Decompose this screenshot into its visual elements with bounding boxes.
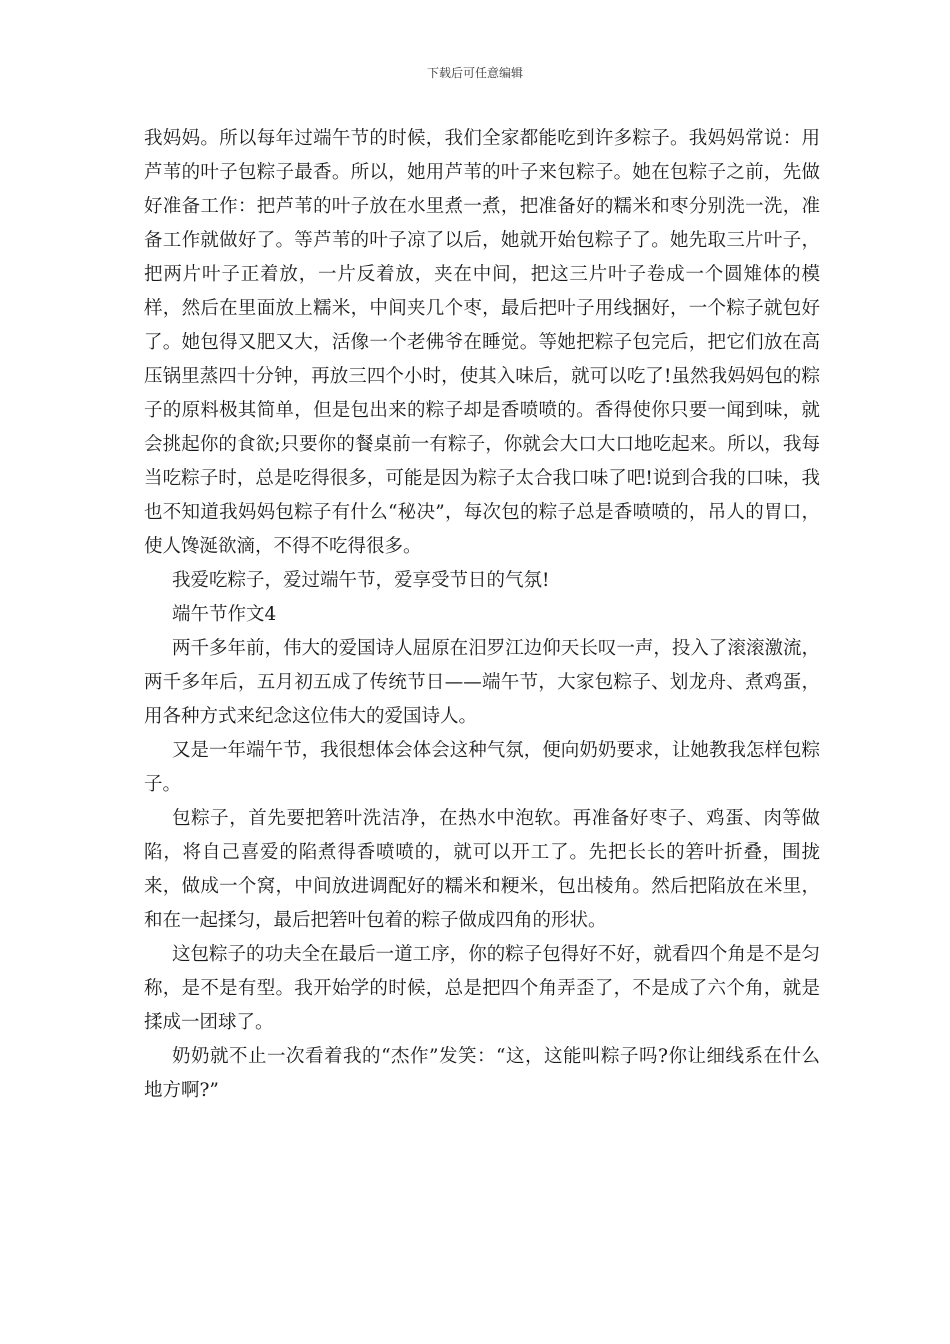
paragraph-7: 奶奶就不止一次看着我的“杰作”发笑：“这，这能叫粽子吗?你让细线系在什么地方啊?” <box>144 1046 820 1101</box>
paragraph-1: 我妈妈。所以每年过端午节的时候，我们全家都能吃到许多粽子。我妈妈常说：用芦苇的叶子包粽子最香。所以，她用芦苇的叶子来包粽子。她在包粽子之前，先做好准备工作：把芦苇的叶子放在水里煮一煮，把准备好的糯米和枣分别洗一洗，准备工作就做好了。等芦苇的叶子凉了以后，她就开始包粽子了。她先取三片叶子，把两片叶子正着放，一片反着放，夹在中间，把这三片叶子卷成一个圆雉体的模样，然后在里面放上糯米，中间夹几个枣，最后把叶子用线捆好，一个粽子就包好了。她包得又肥又大，活像一个老佛爷在睡觉。等她把粽子包完后，把它们放在高压锅里蒸四十分钟，再放三四个小时，使其入味后，就可以吃了!虽然我妈妈包的粽子的原料极其简单，但是包出来的粽子却是香喷喷的。香得使你只要一闻到味，就会挑起你的食欲;只要你的餐桌前一有粽子，你就会大口大口地吃起来。所以，我每当吃粽子时，总是吃得很多，可能是因为粽子太合我口味了吧!说到合我的口味，我也不知道我妈妈包粽子有什么“秘决”，每次包的粽子总是香喷喷的，吊人的胃口，使人馋涎欲滴，不得不吃得很多。 <box>144 128 820 557</box>
paragraph-5: 包粽子，首先要把箬叶洗洁净，在热水中泡软。再准备好枣子、鸡蛋、肉等做陷，将自己喜爱的陷煮得香喷喷的，就可以开工了。先把长长的箬叶折叠，围拢来，做成一个窝，中间放进调配好的糯米和粳米，包出棱角。然后把陷放在米里，和在一起揉匀，最后把箬叶包着的粽子做成四角的形状。 <box>144 808 820 931</box>
page-header: 下载后可任意编辑 <box>426 66 523 80</box>
paragraph-6: 这包粽子的功夫全在最后一道工序，你的粽子包得好不好，就看四个角是不是匀称，是不是有型。我开始学的时候，总是把四个角弄歪了，不是成了六个角，就是揉成一团球了。 <box>144 944 820 1033</box>
section-heading: 端午节作文4 <box>172 604 277 625</box>
document-body <box>144 122 820 1108</box>
paragraph-2: 我爱吃粽子，爱过端午节，爱享受节日的气氛! <box>172 570 550 591</box>
paragraph-3: 两千多年前，伟大的爱国诗人屈原在汨罗江边仰天长叹一声，投入了滚滚激流，两千多年后，五月初五成了传统节日——端午节，大家包粽子、划龙舟、煮鸡蛋，用各种方式来纪念这位伟大的爱国诗人。 <box>144 638 820 727</box>
paragraph-4: 又是一年端午节，我很想体会体会这种气氛，便向奶奶要求，让她教我怎样包粽子。 <box>144 740 820 795</box>
